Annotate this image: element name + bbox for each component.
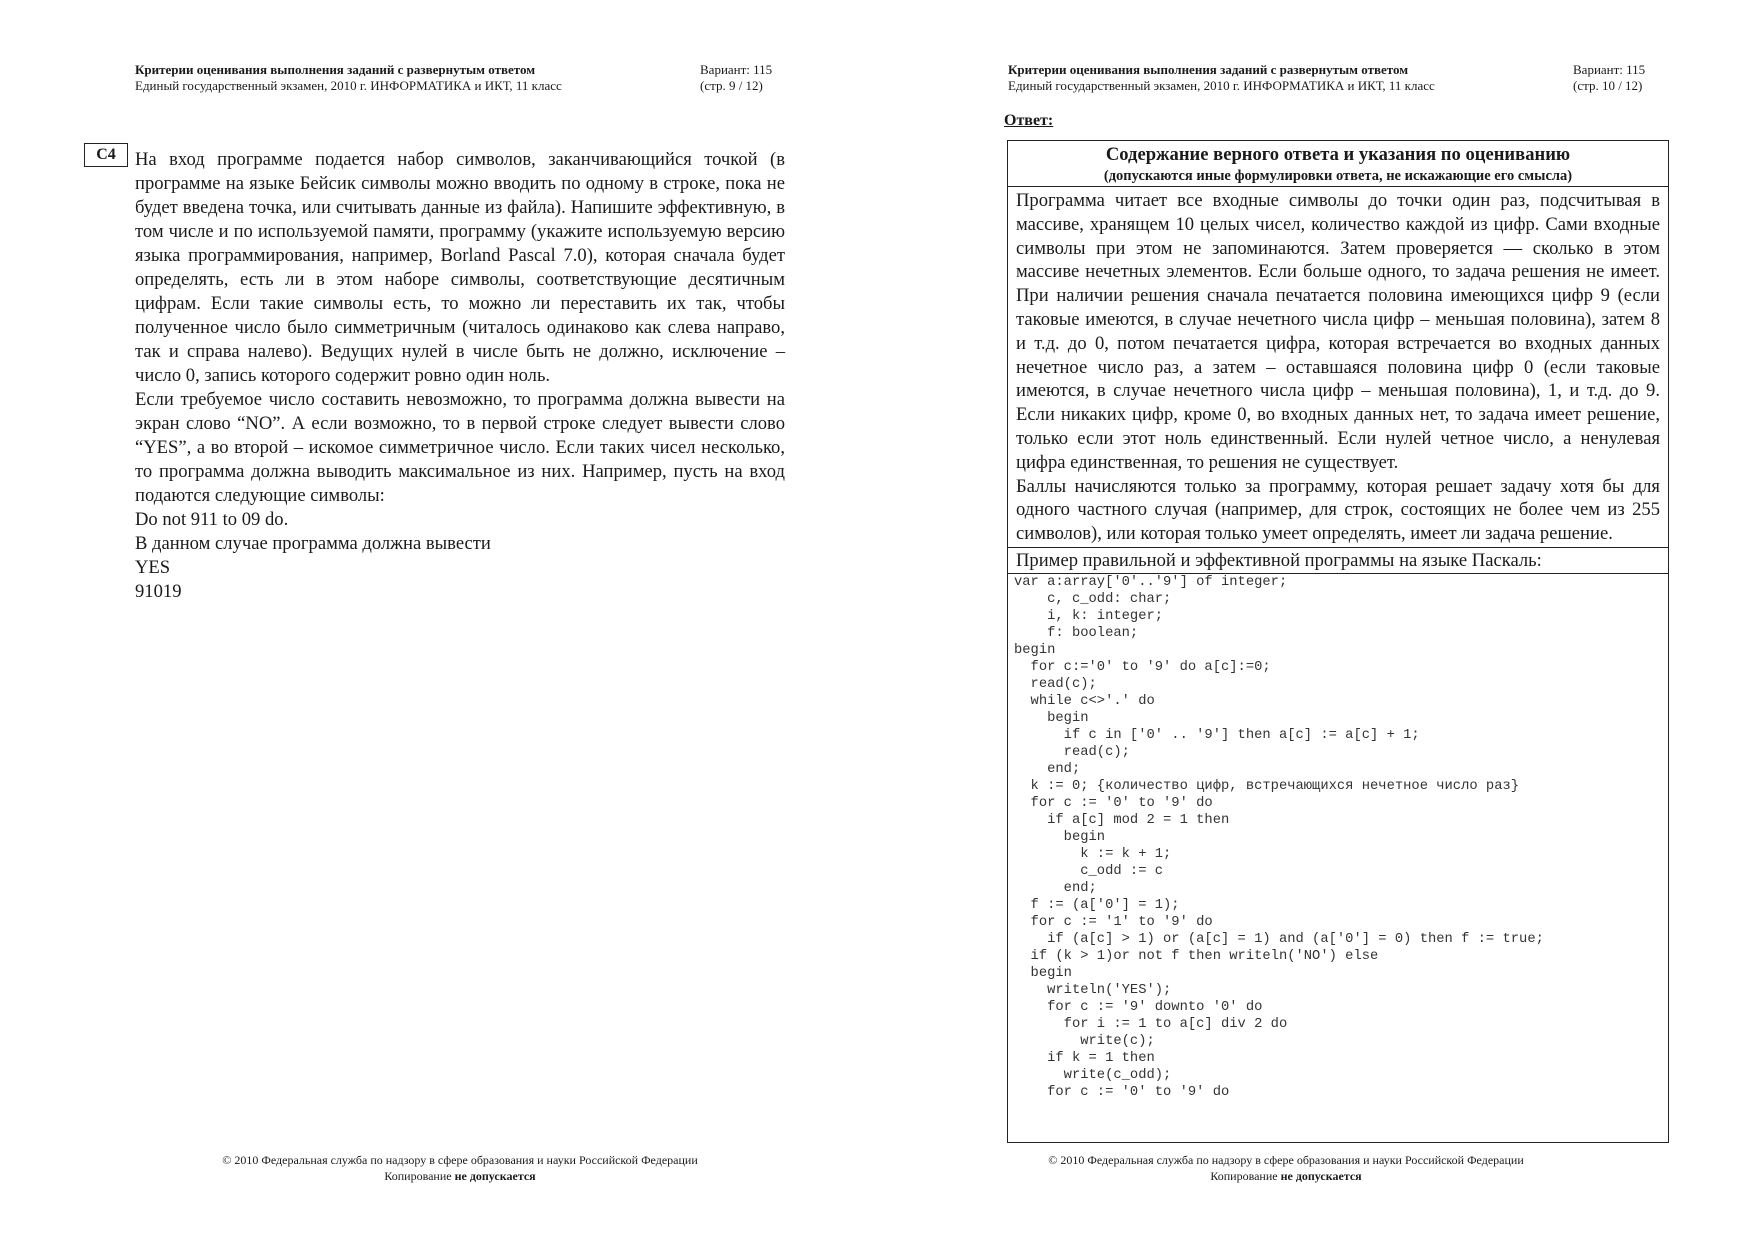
code-line: end; (1014, 880, 1097, 896)
answer-label: Ответ: (1004, 112, 1054, 129)
copyright-line: © 2010 Федеральная служба по надзору в сфере образования и науки Российской Федерации (1048, 1153, 1524, 1167)
copyright-line: © 2010 Федеральная служба по надзору в сфере образования и науки Российской Федерации (222, 1153, 698, 1167)
code-line: if (a[c] > 1) or (a[c] = 1) and (a['0'] = 0) then f := true; (1014, 931, 1544, 947)
example-line: В данном случае программа должна вывести (135, 533, 491, 554)
code-line: k := 0; {количество цифр, встречающихся нечетное число раз} (1014, 778, 1520, 794)
page-number: (стр. 9 / 12) (700, 78, 763, 93)
header-subtitle: Единый государственный экзамен, 2010 г. ИНФОРМАТИКА и ИКТ, 11 класс (1008, 78, 1435, 93)
task-paragraph: Если требуемое число составить невозможно, то программа должна вывести на экран слово “NO”. А если возможно, то в первой строке следует вывести слово “YES”, а во второй – искомое симметричное число. Если таких чисел несколько, то программа должна выводить максимальное из них. Например, пусть на вход подаются следующие символы: (135, 389, 785, 506)
code-line: begin (1014, 710, 1089, 726)
header-title: Критерии оценивания выполнения заданий с развернутым ответом (1008, 62, 1409, 77)
code-line: end; (1014, 761, 1081, 777)
code-line: i, k: integer; (1014, 608, 1164, 624)
answer-box-header (1008, 141, 1668, 187)
code-line: f: boolean; (1014, 625, 1139, 641)
code-line: begin (1014, 965, 1072, 981)
code-line: for c := '9' downto '0' do (1014, 999, 1263, 1015)
answer-box (1007, 140, 1669, 1143)
copy-notice (0, 1168, 920, 1184)
copy-notice-bold: не допускается (1280, 1169, 1362, 1183)
code-line: if c in ['0' .. '9'] then a[c] := a[c] + 1; (1014, 727, 1420, 743)
code-line: f := (a['0'] = 1); (1014, 897, 1180, 913)
code-line: for c := '0' to '9' do (1014, 795, 1213, 811)
variant-label: Вариант: 115 (1573, 62, 1646, 77)
page-footer (0, 1152, 920, 1184)
code-block (1008, 574, 1668, 1101)
answer-box-subtitle: (допускаются иные формулировки ответа, не искажающие его смысла) (1103, 168, 1573, 184)
answer-paragraph: Программа читает все входные символы до точки один раз, подсчитывая в массиве, хранящем 10 целых чисел, количество каждой из цифр. Сами входные символы при этом не запоминаются. Затем проверяется — сколько в этом массиве нечетных элементов. Если больше одного, то задача решения не имеет. При наличии решения сначала печатается половина имеющихся цифр 9 (если таковые имеются, в случае нечетного числа цифр – меньшая половина), затем 8 и т.д. до 0, потом печатается цифра, которая встречается во входных данных нечетное число раз, а затем – оставшаяся половина цифр 0 (если таковые имеются, в случае нечетного числа цифр – меньшая половина), 1, и т.д. до 9. Если никаких цифр, кроме 0, во входных данных нет, то задача имеет решение, только если этот ноль единственный. Если нулей четное число, а ненулевая цифра единственная, то решения не существует. (1016, 190, 1660, 473)
code-line: begin (1014, 829, 1106, 845)
code-line: while c<>'.' do (1014, 693, 1155, 709)
header-subtitle: Единый государственный экзамен, 2010 г. ИНФОРМАТИКА и ИКТ, 11 класс (135, 78, 562, 93)
page-footer (826, 1152, 1746, 1184)
example-line: 91019 (135, 581, 182, 602)
page-header (135, 62, 655, 94)
code-title: Пример правильной и эффективной программы на языке Паскаль: (1008, 548, 1668, 574)
example-line: Do not 911 to 09 do. (135, 509, 289, 530)
page-header (1008, 62, 1435, 94)
code-line: k := k + 1; (1014, 846, 1172, 862)
copy-notice-prefix: Копирование (1210, 1169, 1281, 1183)
page-number: (стр. 10 / 12) (1573, 78, 1643, 93)
answer-paragraph: Баллы начисляются только за программу, которая решает задачу хотя бы для одного частного случая (например, для строк, состоящих не более чем из 255 символов), или которая только умеет определять, имеет ли задача решение. (1016, 475, 1660, 545)
code-line: write(c); (1014, 1033, 1155, 1049)
code-line: c_odd := c (1014, 863, 1164, 879)
code-line: for c := '1' to '9' do (1014, 914, 1213, 930)
task-text (135, 148, 785, 604)
task-paragraph: На вход программе подается набор символов, заканчивающийся точкой (в программе на языке Бейсик символы можно вводить по одному в строке, пока не будет введена точка, или считывать данные из файла). Напишите эффективную, в том числе и по используемой памяти, программу (укажите используемую версию языка программирования, например, Borland Pascal 7.0), которая сначала будет определять, есть ли в этом наборе символы, соответствующие десятичным цифрам. Если такие символы есть, то можно ли переставить их так, чтобы полученное число было симметричным (читалось одинаково как слева направо, так и справа налево). Ведущих нулей в числе быть не должно, исключение – число 0, запись которого содержит ровно один ноль. (135, 149, 785, 386)
task-label: С4 (84, 143, 128, 167)
copy-notice (826, 1168, 1746, 1184)
header-title: Критерии оценивания выполнения заданий с развернутым ответом (135, 62, 536, 77)
copy-notice-bold: не допускается (454, 1169, 536, 1183)
code-line: var a:array['0'..'9'] of integer; (1014, 574, 1288, 590)
code-line: begin (1014, 642, 1056, 658)
code-line: c, c_odd: char; (1014, 591, 1172, 607)
answer-explanation (1008, 187, 1668, 548)
code-line: writeln('YES'); (1014, 982, 1172, 998)
example-line: YES (135, 557, 171, 578)
code-line: if (k > 1)or not f then writeln('NO') else (1014, 948, 1379, 964)
code-line: read(c); (1014, 744, 1130, 760)
page-info (700, 62, 772, 94)
code-line: read(c); (1014, 676, 1097, 692)
page-info (1573, 62, 1645, 94)
code-line: for c := '0' to '9' do (1014, 1084, 1230, 1100)
answer-box-title: Содержание верного ответа и указания по оцениванию (1105, 144, 1571, 165)
code-line: if a[c] mod 2 = 1 then (1014, 812, 1230, 828)
variant-label: Вариант: 115 (700, 62, 773, 77)
code-line: if k = 1 then (1014, 1050, 1155, 1066)
code-line: write(c_odd); (1014, 1067, 1172, 1083)
left-page (0, 0, 873, 1239)
code-line: for i := 1 to a[c] div 2 do (1014, 1016, 1288, 1032)
code-line: for c:='0' to '9' do a[c]:=0; (1014, 659, 1271, 675)
copy-notice-prefix: Копирование (384, 1169, 455, 1183)
